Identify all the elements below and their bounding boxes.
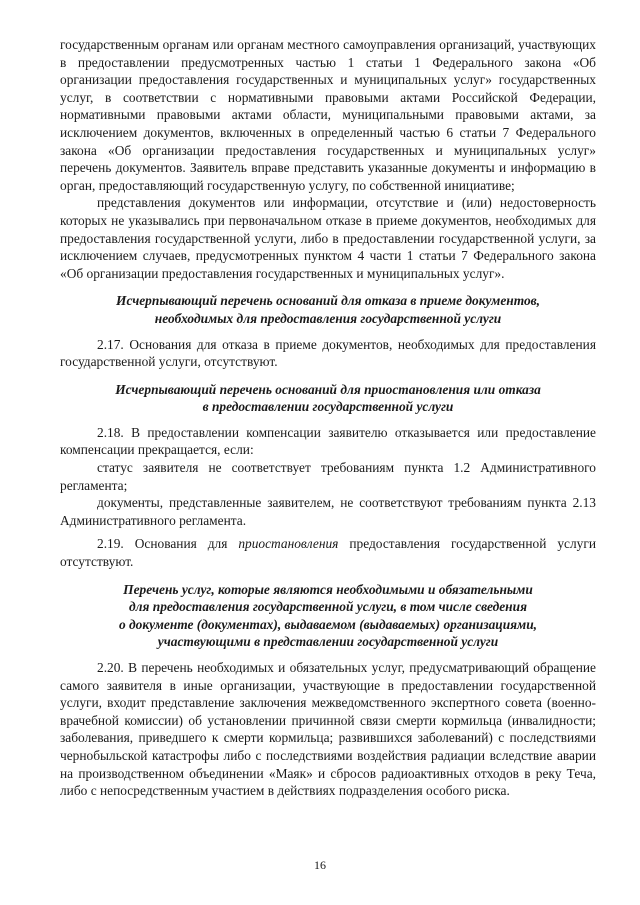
page-number: 16 [314, 858, 326, 872]
paragraph-2-20: 2.20. В перечень необходимых и обязательных услуг, предусматривающий обращение самого заявителя в иные организации, участвующие в предоставлении государственной услуги, входит представление заключения межведомственного экспертного совета (военно-врачебной комиссии) об установлении причинной связи смерти кормильца (инвалидности; заболевания, приведшего к смерти кормильца; развившихся заболеваний) с последствиями чернобыльской катастрофы либо с последствиями воздействия радиации вследствие аварии на производственном объединении «Маяк» и сбросов радиоактивных отходов в реку Теча, либо с непосредственным участием в действиях подразделения особого риска. [60, 660, 596, 799]
heading-line: в предоставлении государственной услуги [202, 399, 454, 415]
paragraph-2-17: 2.17. Основания для отказа в приеме документов, необходимых для предоставления государственной услуги, отсутствуют. [60, 336, 596, 370]
heading-line: Исчерпывающий перечень оснований для приостановления или отказа [115, 381, 541, 397]
heading-line: Исчерпывающий перечень оснований для отказа в приеме документов, [116, 293, 540, 309]
heading-line: Перечень услуг, которые являются необходимыми и обязательными [123, 581, 533, 597]
document-page [60, 36, 596, 800]
paragraph-2-19 [60, 535, 596, 570]
paragraph-2-18-documents: документы, представленные заявителем, не соответствуют требованиям пункта 2.13 Административного регламента. [60, 495, 596, 528]
paragraph-2-19-end: предоставления государственной услуги отсутствуют. [60, 536, 596, 570]
paragraph-continuation: государственным органам или органам местного самоуправления организаций, участвующих в предоставлении предусмотренных частью 1 статьи 1 Федерального закона «Об организации предоставления государственных и муниципальных услуг» государственных услуг, в соответствии с нормативными правовыми актами Российской Федерации, нормативными правовыми актами области, муниципальными правовыми актами, за исключением документов, включенных в определенный частью 6 статьи 7 Федерального закона «Об организации предоставления государственных и муниципальных услуг» перечень документов. Заявитель вправе представить указанные документы и информацию в орган, предоставляющий государственную услугу, по собственной инициативе; [60, 37, 596, 193]
paragraph-2-19-italic: приостановления [238, 536, 339, 552]
paragraph-documents-info: представления документов или информации, отсутствие и (или) недостоверность которых не указывались при первоначальном отказе в приеме документов, необходимых для предоставления государственной услуги, либо в предоставлении государственной услуги, за исключением случаев, предусмотренных пунктом 4 части 1 статьи 7 Федерального закона «Об организации предоставления государственных и муниципальных услуг». [60, 195, 596, 281]
heading-line: необходимых для предоставления государственной услуги [154, 310, 502, 326]
paragraph-2-19-start: 2.19. Основания для [97, 536, 239, 552]
paragraph-2-18-status: статус заявителя не соответствует требованиям пункта 1.2 Административного регламента; [60, 460, 596, 493]
heading-line: для предоставления государственной услуги, в том числе сведения [129, 599, 527, 615]
heading-suspension-refusal [60, 381, 596, 416]
heading-necessary-services [60, 581, 596, 651]
heading-refusal-documents [60, 292, 596, 327]
heading-line: участвующими в представлении государственной услуги [157, 634, 499, 650]
heading-line: о документе (документах), выдаваемом (выдаваемых) организациями, [118, 616, 538, 632]
paragraph-2-18: 2.18. В предоставлении компенсации заявителю отказывается или предоставление компенсации прекращается, если: [60, 424, 596, 458]
